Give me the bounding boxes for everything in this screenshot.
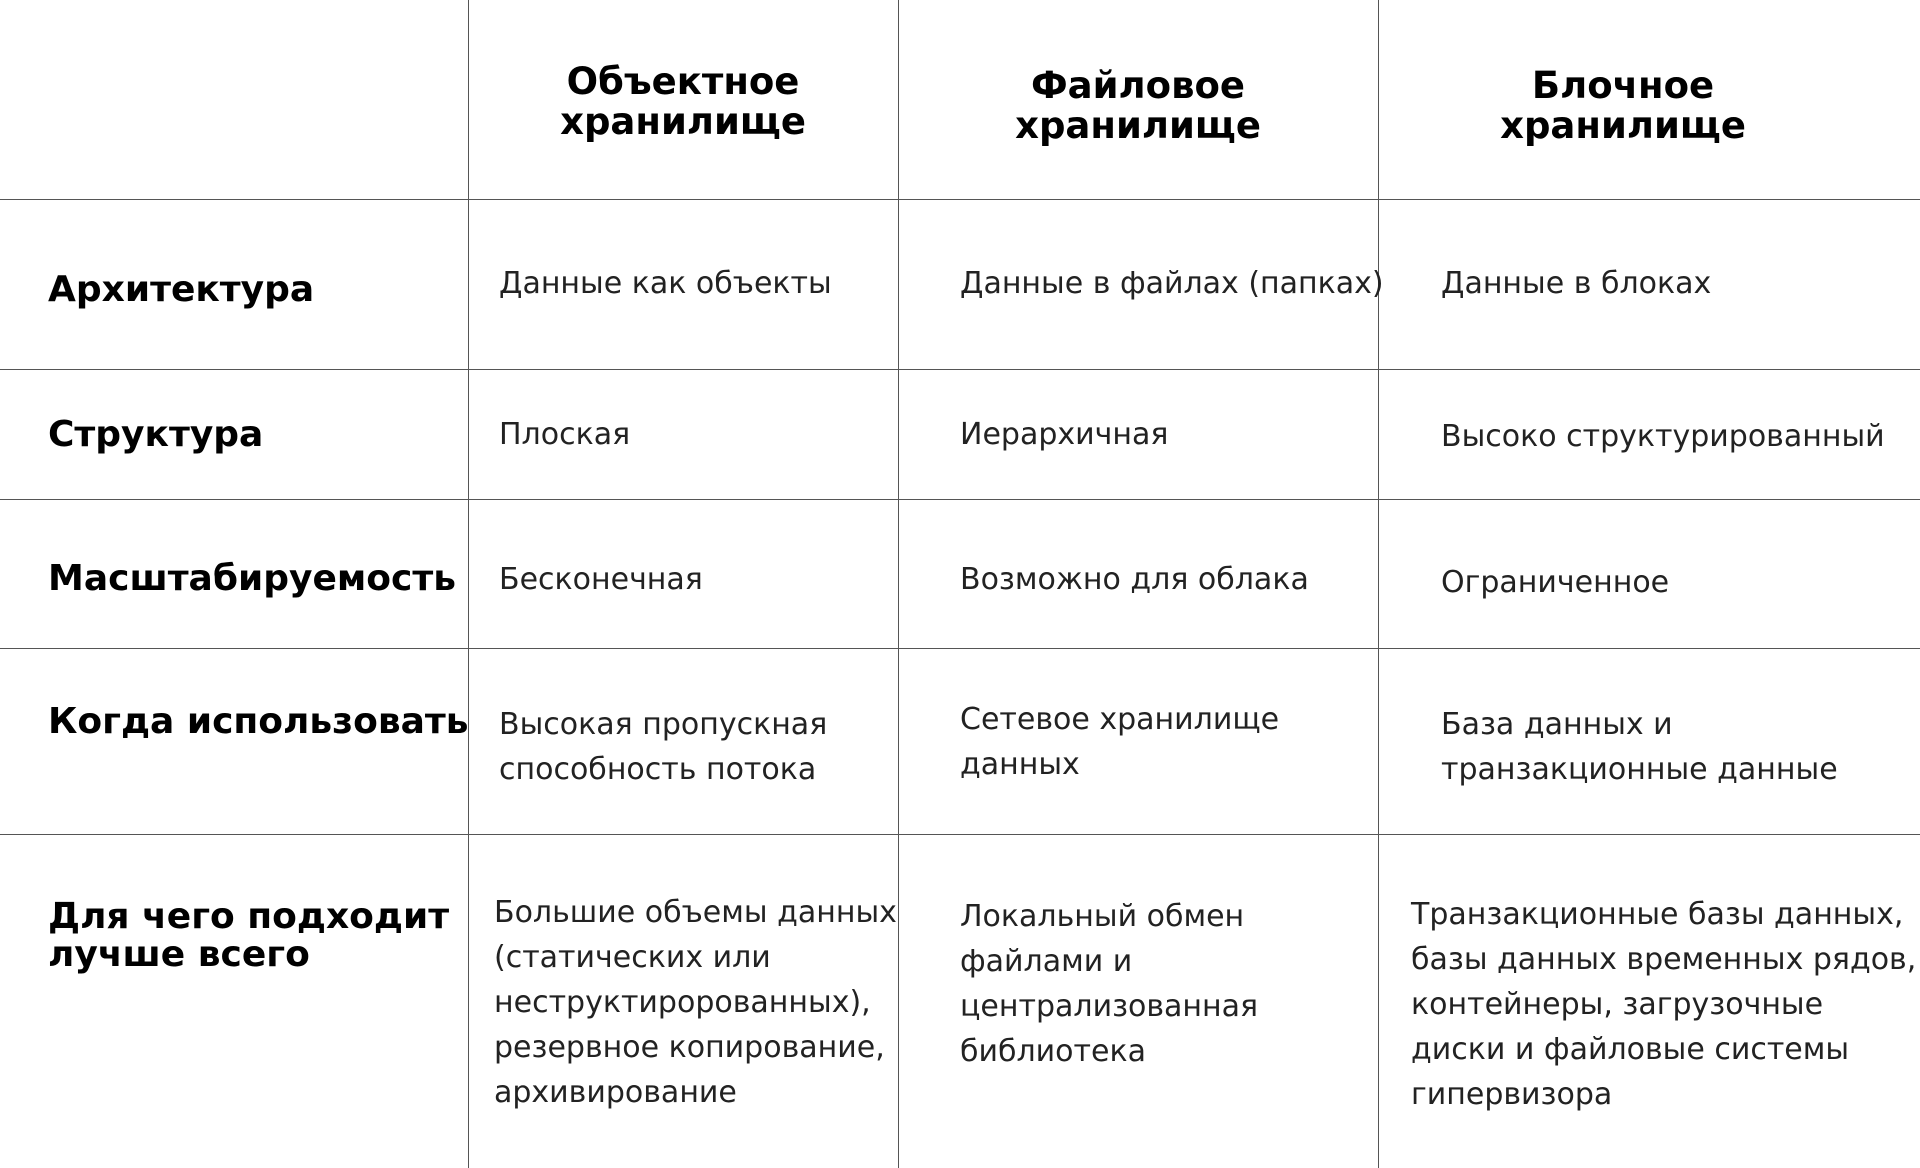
- cell-best-suited-object: Большие объемы данных (статических или неструктиророванных), резервное копирование, архивирование: [494, 895, 897, 1110]
- row-divider-4: [0, 648, 1920, 649]
- cell-when-to-use-block: База данных и транзакционные данные: [1441, 707, 1838, 787]
- cell-scalability-object: Бесконечная: [499, 562, 703, 597]
- cell-scalability-block: Ограниченное: [1441, 565, 1670, 600]
- cell-structure-block: Высоко структурированный: [1441, 419, 1885, 454]
- cell-best-suited-block: Транзакционные базы данных, базы данных временных рядов, контейнеры, загрузочные диски и файловые системы гипервизора: [1411, 897, 1917, 1112]
- cell-when-to-use-object: Высокая пропускная способность потока: [499, 707, 828, 787]
- row-divider-3: [0, 499, 1920, 500]
- cell-architecture-block: Данные в блоках: [1441, 266, 1712, 301]
- column-divider-3: [1378, 0, 1379, 1168]
- row-header-architecture: Архитектура: [48, 269, 315, 310]
- column-header-object-storage: Объектное хранилище: [560, 60, 806, 143]
- cell-scalability-file: Возможно для облака: [960, 562, 1309, 597]
- column-divider-2: [898, 0, 899, 1168]
- cell-when-to-use-file: Сетевое хранилище данных: [960, 702, 1280, 782]
- row-divider-1: [0, 199, 1920, 200]
- cell-architecture-file: Данные в файлах (папках): [960, 266, 1384, 301]
- row-header-best-suited-for: Для чего подходит лучше всего: [48, 896, 450, 975]
- cell-architecture-object: Данные как объекты: [499, 266, 832, 301]
- cell-structure-file: Иерархичная: [960, 417, 1169, 452]
- cell-structure-object: Плоская: [499, 417, 631, 452]
- row-divider-2: [0, 369, 1920, 370]
- column-header-file-storage: Файловое хранилище: [1015, 64, 1261, 147]
- row-header-when-to-use: Когда использовать: [48, 701, 469, 742]
- row-header-structure: Структура: [48, 414, 264, 455]
- cell-best-suited-file: Локальный обмен файлами и централизованная библиотека: [960, 899, 1259, 1069]
- row-header-scalability: Масштабируемость: [48, 558, 456, 599]
- column-header-block-storage: Блочное хранилище: [1500, 64, 1746, 147]
- row-divider-5: [0, 834, 1920, 835]
- column-divider-1: [468, 0, 469, 1168]
